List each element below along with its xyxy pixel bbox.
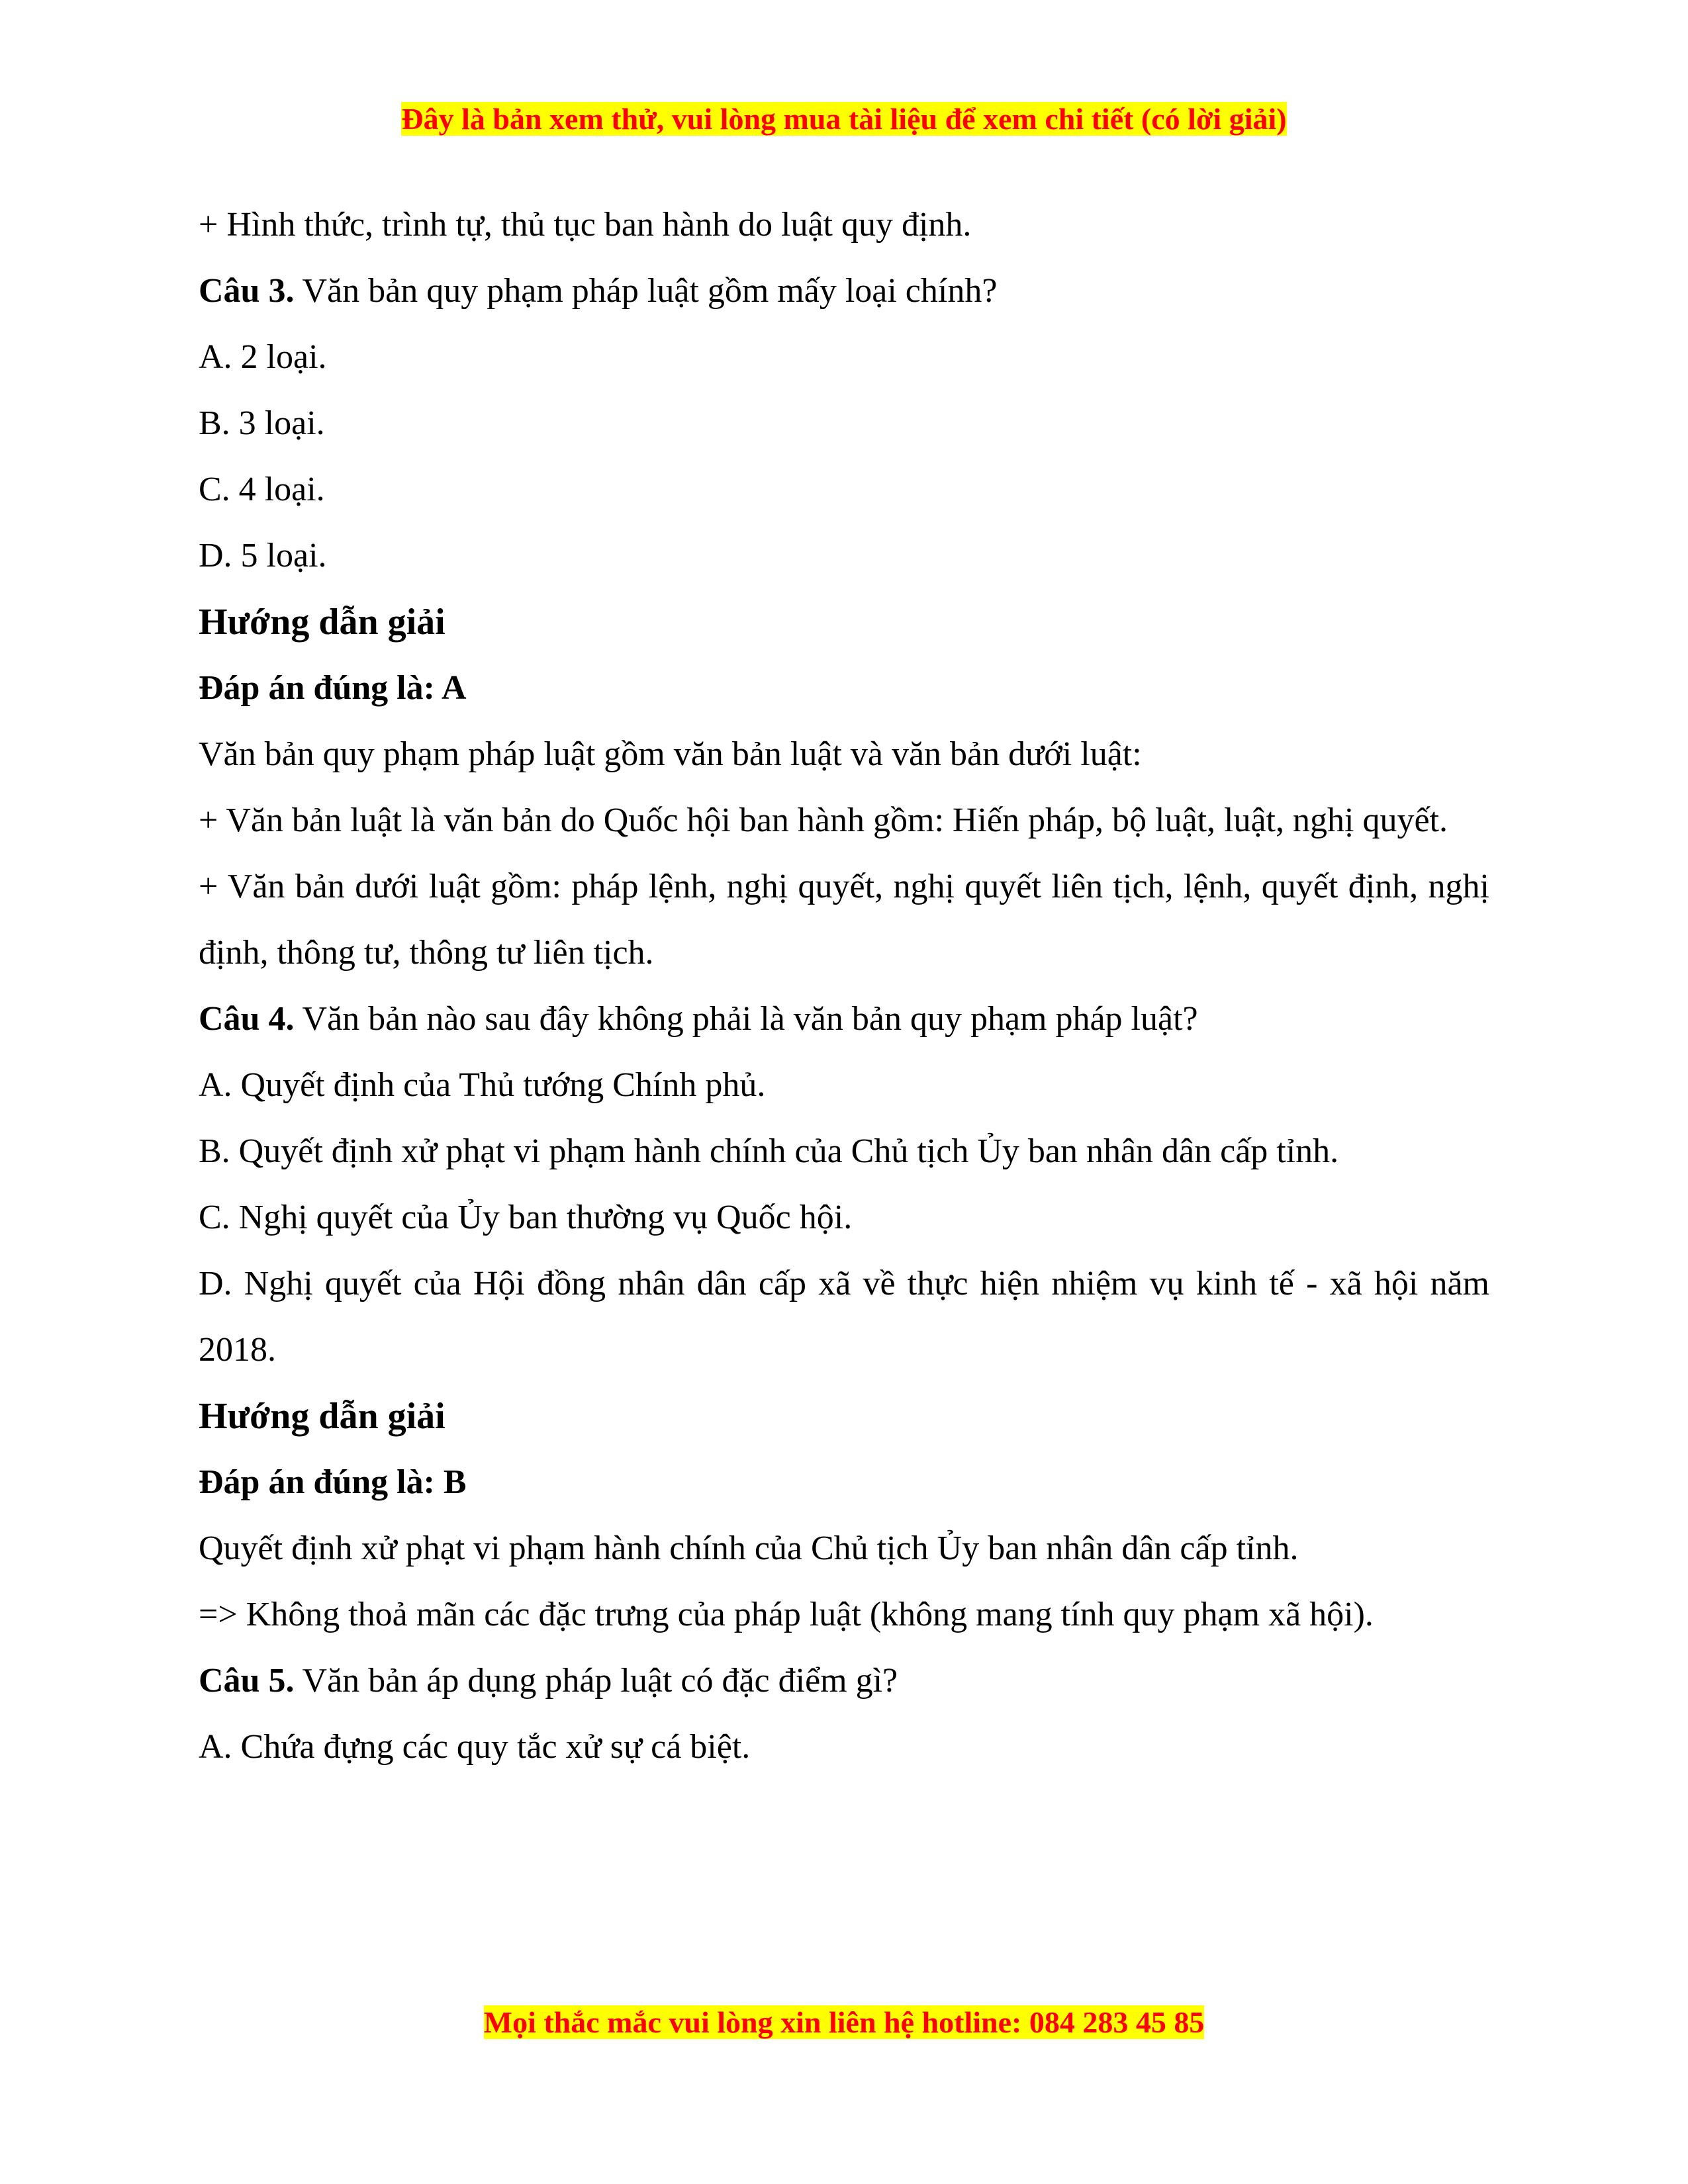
question-4-option-a: A. Quyết định của Thủ tướng Chính phủ.	[199, 1066, 766, 1104]
question-5-option-a: A. Chứa đựng các quy tắc xử sự cá biệt.	[199, 1728, 751, 1766]
question-3-explanation-1: Văn bản quy phạm pháp luật gồm văn bản luật và văn bản dưới luật:	[199, 735, 1142, 773]
question-5-text: Văn bản áp dụng pháp luật có đặc điểm gì?	[294, 1662, 898, 1700]
question-4-label: Câu 4.	[199, 1000, 295, 1038]
question-3-answer: Đáp án đúng là: A	[199, 669, 467, 707]
question-4	[199, 986, 1489, 1052]
question-3-option-d: D. 5 loại.	[199, 537, 327, 574]
question-3-text: Văn bản quy phạm pháp luật gồm mấy loại chính?	[294, 272, 998, 310]
preview-notice-banner	[0, 101, 1688, 138]
question-3	[199, 258, 1489, 324]
question-5-label: Câu 5.	[199, 1662, 295, 1700]
question-3-explanation-2: + Văn bản luật là văn bản do Quốc hội ban hành gồm: Hiến pháp, bộ luật, luật, nghị quyết.	[199, 801, 1448, 839]
question-3-label: Câu 3.	[199, 272, 295, 310]
question-4-answer: Đáp án đúng là: B	[199, 1463, 467, 1501]
hotline-text: Mọi thắc mắc vui lòng xin liên hệ hotline: 084 283 45 85	[483, 2005, 1205, 2039]
question-4-explanation-1: Quyết định xử phạt vi phạm hành chính của Chủ tịch Ủy ban nhân dân cấp tỉnh.	[199, 1529, 1299, 1567]
question-3-option-a: A. 2 loại.	[199, 338, 327, 376]
question-4-guide-heading: Hướng dẫn giải	[199, 1396, 445, 1437]
preview-notice-text: Đây là bản xem thử, vui lòng mua tài liệu để xem chi tiết (có lời giải)	[401, 102, 1287, 136]
question-4-explanation-2: => Không thoả mãn các đặc trưng của pháp luật (không mang tính quy phạm xã hội).	[199, 1596, 1374, 1633]
question-4-option-d: D. Nghị quyết của Hội đồng nhân dân cấp xã về thực hiện nhiệm vụ kinh tế - xã hội năm 2018.	[199, 1265, 1489, 1369]
intro-line: + Hình thức, trình tự, thủ tục ban hành do luật quy định.	[199, 206, 972, 244]
question-3-option-b: B. 3 loại.	[199, 404, 325, 442]
hotline-banner	[0, 2004, 1688, 2041]
question-4-text: Văn bản nào sau đây không phải là văn bản quy phạm pháp luật?	[294, 1000, 1198, 1038]
question-3-option-c: C. 4 loại.	[199, 471, 325, 508]
question-3-explanation-3: + Văn bản dưới luật gồm: pháp lệnh, nghị quyết, nghị quyết liên tịch, lệnh, quyết định, nghị định, thông tư, thông tư liên tịch.	[199, 868, 1489, 972]
question-5	[199, 1648, 1489, 1714]
document-body	[199, 192, 1489, 1780]
question-3-guide-heading: Hướng dẫn giải	[199, 602, 445, 643]
question-4-option-b: B. Quyết định xử phạt vi phạm hành chính của Chủ tịch Ủy ban nhân dân cấp tỉnh.	[199, 1132, 1339, 1170]
question-4-option-c: C. Nghị quyết của Ủy ban thường vụ Quốc hội.	[199, 1199, 853, 1236]
